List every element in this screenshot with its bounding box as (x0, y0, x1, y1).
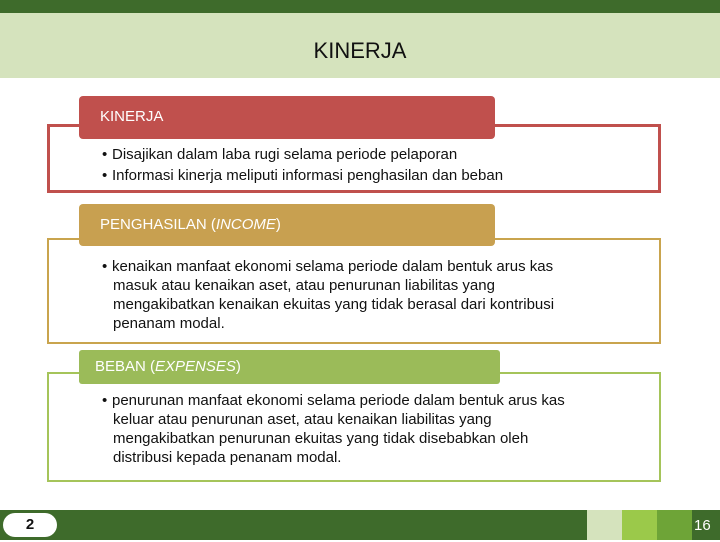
kinerja-header: KINERJA (79, 96, 495, 139)
bullet-icon: • (102, 167, 108, 184)
bullet-icon: • (102, 258, 108, 275)
list-item: • Informasi kinerja meliputi informasi penghasilan dan beban (102, 167, 504, 184)
deco-square (622, 510, 657, 540)
deco-square (587, 510, 622, 540)
page-title: KINERJA (313, 38, 407, 63)
beban-header: BEBAN (EXPENSES) (79, 350, 500, 384)
bullet-icon: • (102, 392, 108, 409)
list-item: • kenaikan manfaat ekonomi selama periode dalam bentuk arus kas masuk atau kenaikan aset, atau penurunan liabilitas yang mengakibatkan kenaikan ekuitas yang tidak berasal dari kontribusi penanam modal. (102, 258, 555, 332)
slide-label: 2 (3, 513, 57, 537)
bullet-icon: • (102, 146, 108, 163)
deco-square (657, 510, 692, 540)
penghasilan-header: PENGHASILAN (INCOME) (79, 204, 495, 246)
list-item: • penurunan manfaat ekonomi selama periode dalam bentuk arus kas keluar atau penurunan aset, atau kenaikan liabilitas yang mengakibatkan penurunan ekuitas yang tidak disebabkan oleh distribusi kepada penanam modal. (102, 392, 565, 466)
title-bar (0, 13, 720, 78)
page-number: 16 (694, 517, 711, 534)
top-bar (0, 0, 720, 13)
list-item: • Disajikan dalam laba rugi selama periode pelaporan (102, 146, 458, 163)
